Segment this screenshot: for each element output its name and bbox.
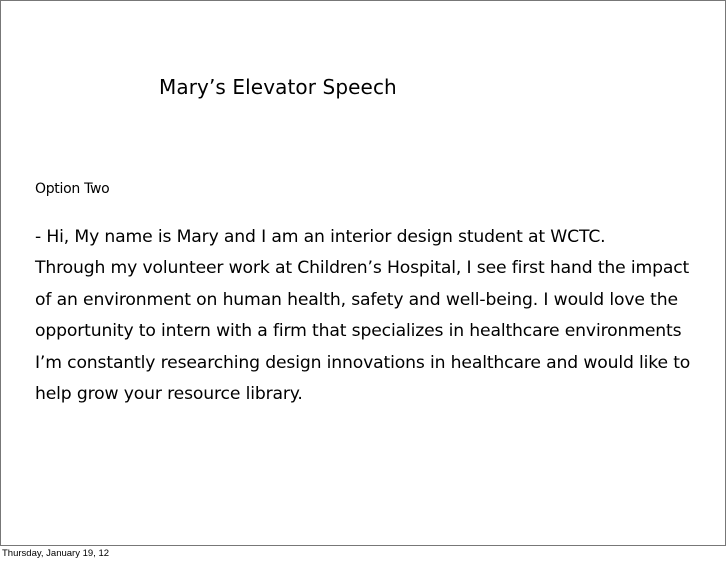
option-subheading: Option Two [35, 181, 110, 197]
speech-line: - Hi, My name is Mary and I am an interior design student at WCTC. [35, 227, 606, 247]
speech-line: Through my volunteer work at Children’s Hospital, I see first hand the impact [35, 258, 690, 279]
footer-date: Thursday, January 19, 12 [2, 548, 110, 559]
slide-title: Mary’s Elevator Speech [159, 75, 397, 99]
speech-body [35, 222, 715, 410]
speech-line: I’m constantly researching design innovations in healthcare and would like to [35, 352, 691, 373]
speech-line: of an environment on human health, safety and well-being. I would love the [35, 289, 678, 310]
speech-line: opportunity to intern with a firm that specializes in healthcare environments [35, 321, 682, 342]
speech-line: help grow your resource library. [35, 384, 303, 405]
